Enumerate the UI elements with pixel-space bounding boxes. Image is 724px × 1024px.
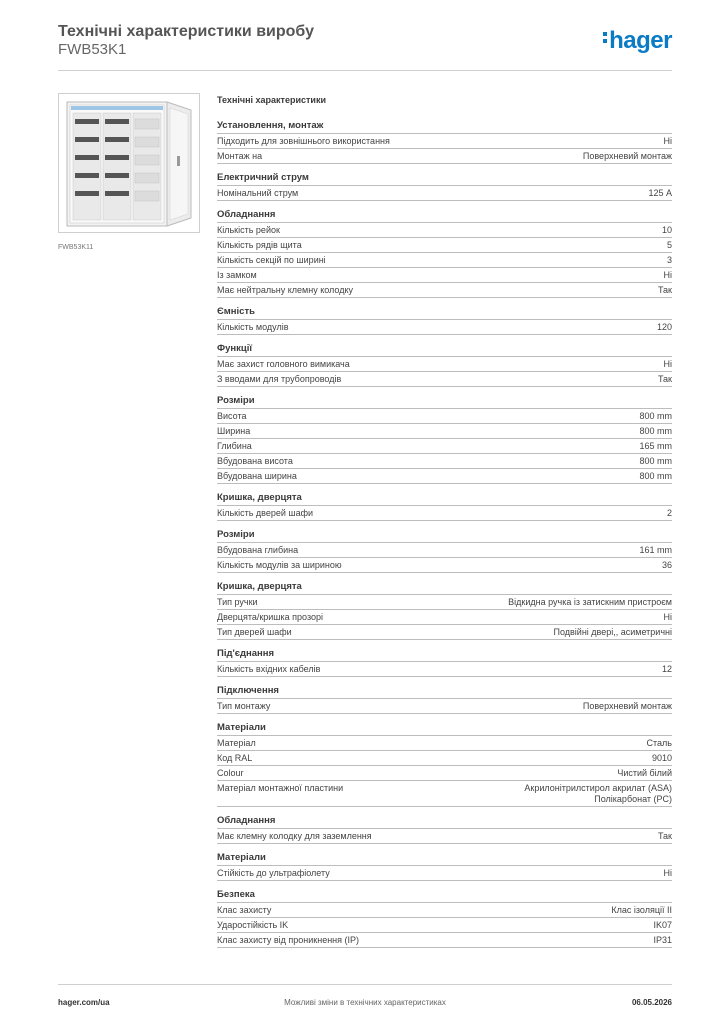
spec-label: Кількість модулів за шириною [217,560,342,570]
footer-website[interactable]: hager.com/ua [58,998,110,1007]
spec-label: Вбудована глибина [217,545,299,555]
spec-label: Монтаж на [217,151,263,161]
spec-label: Colour [217,768,244,778]
spec-row [217,409,672,424]
spec-label: Має нейтральну клемну колодку [217,285,353,295]
spec-section [217,171,672,201]
spec-value: IK07 [653,920,672,930]
spec-label: Стійкість до ультрафіолету [217,868,330,878]
spec-label: Глибина [217,441,252,451]
spec-value: Так [657,831,672,841]
page-header [58,22,672,71]
spec-row [217,543,672,558]
spec-row [217,253,672,268]
spec-value: Клас ізоляції II [611,905,672,915]
spec-value: 165 mm [639,441,672,451]
spec-row [217,134,672,149]
spec-row [217,699,672,714]
spec-section [217,647,672,677]
specs-table [217,95,672,955]
section-heading: Кришка, дверцята [217,580,672,595]
spec-value: Ні [663,359,672,369]
hager-logo [603,28,672,54]
spec-value: Так [657,374,672,384]
spec-value: Ні [663,136,672,146]
spec-value: Поверхневий монтаж [582,701,672,711]
enclosure-icon [59,94,199,232]
spec-section [217,119,672,164]
spec-section [217,491,672,521]
spec-row [217,903,672,918]
spec-value: 9010 [651,753,672,763]
spec-row [217,918,672,933]
spec-value: Так [657,285,672,295]
spec-row [217,149,672,164]
spec-row [217,595,672,610]
spec-row [217,781,672,807]
spec-row [217,238,672,253]
spec-value: Чистий білий [617,768,672,778]
spec-section [217,684,672,714]
spec-sections [217,119,672,948]
spec-section [217,528,672,573]
spec-value: Акрилонітрилстирол акрилат (ASA) Полікарбонат (PC) [524,783,672,804]
spec-value: 125 А [648,188,672,198]
spec-row [217,372,672,387]
spec-label: Клас захисту від проникнення (IP) [217,935,360,945]
spec-label: Тип дверей шафи [217,627,292,637]
spec-value: 10 [661,225,672,235]
spec-label: Тип ручки [217,597,258,607]
spec-label: Кількість модулів [217,322,289,332]
spec-label: Кількість секцій по ширині [217,255,326,265]
spec-label: Вбудована ширина [217,471,297,481]
spec-value: 161 mm [639,545,672,555]
spec-label: Номінальний струм [217,188,299,198]
section-heading: Розміри [217,394,672,409]
section-heading: Обладнання [217,208,672,223]
spec-label: Ширина [217,426,251,436]
spec-value: Сталь [646,738,672,748]
spec-value: IP31 [653,935,672,945]
spec-label: Дверцята/кришка прозорі [217,612,323,622]
spec-row [217,558,672,573]
spec-row [217,223,672,238]
spec-row [217,751,672,766]
spec-label: Код RAL [217,753,253,763]
spec-label: Висота [217,411,247,421]
product-image [58,93,200,233]
spec-section [217,580,672,640]
spec-label: Матеріал монтажної пластини [217,783,344,793]
page-footer [58,984,672,1015]
spec-section [217,342,672,387]
spec-row [217,829,672,844]
spec-section [217,394,672,484]
section-heading: Матеріали [217,721,672,736]
spec-label: Підходить для зовнішнього використання [217,136,390,146]
spec-row [217,625,672,640]
spec-row [217,736,672,751]
spec-section [217,888,672,948]
section-heading: Електричний струм [217,171,672,186]
spec-row [217,662,672,677]
spec-value: 800 mm [639,411,672,421]
spec-value: 12 [661,664,672,674]
spec-label: Із замком [217,270,257,280]
spec-label: Має клемну колодку для заземлення [217,831,372,841]
spec-value: Ні [663,270,672,280]
page-title: Технічні характеристики виробу [58,23,314,40]
spec-row [217,866,672,881]
specs-title: Технічні характеристики [217,95,326,105]
spec-value: 120 [656,322,672,332]
spec-label: Матеріал [217,738,256,748]
spec-row [217,424,672,439]
spec-label: Має захист головного вимикача [217,359,350,369]
spec-section [217,851,672,881]
section-heading: Матеріали [217,851,672,866]
spec-value: Подвійні двері,, асиметричні [553,627,672,637]
product-code: FWB53K1 [58,41,127,58]
spec-label: З вводами для трубопроводів [217,374,342,384]
spec-row [217,268,672,283]
spec-row [217,610,672,625]
spec-row [217,186,672,201]
spec-label: Кількість рядів щита [217,240,302,250]
section-heading: Функції [217,342,672,357]
spec-row [217,454,672,469]
spec-label: Вбудована висота [217,456,293,466]
spec-value: 800 mm [639,471,672,481]
spec-label: Тип монтажу [217,701,271,711]
section-heading: Кришка, дверцята [217,491,672,506]
spec-value: 800 mm [639,426,672,436]
section-heading: Під'єднання [217,647,672,662]
spec-label: Клас захисту [217,905,272,915]
spec-row [217,439,672,454]
spec-label: Ударостійкість IK [217,920,289,930]
section-heading: Розміри [217,528,672,543]
logo-text: hager [609,27,672,54]
spec-section [217,305,672,335]
image-caption: FWB53K11 [58,244,94,251]
spec-row [217,933,672,948]
spec-label: Кількість рейок [217,225,280,235]
spec-row [217,320,672,335]
section-heading: Ємність [217,305,672,320]
spec-row [217,283,672,298]
spec-section [217,814,672,844]
spec-row [217,469,672,484]
logo-colon-icon [603,29,608,46]
spec-label: Кількість вхідних кабелів [217,664,321,674]
spec-section [217,208,672,298]
spec-row [217,357,672,372]
section-heading: Установлення, монтаж [217,119,672,134]
spec-value: 2 [666,508,672,518]
spec-value: Відкидна ручка із затискним пристроєм [508,597,672,607]
footer-date: 06.05.2026 [631,998,672,1007]
footer-note: Можливі зміни в технічних характеристиках [284,998,446,1007]
spec-section [217,721,672,807]
spec-label: Кількість дверей шафи [217,508,314,518]
spec-value: 3 [666,255,672,265]
section-heading: Обладнання [217,814,672,829]
spec-value: Ні [663,612,672,622]
spec-row [217,766,672,781]
section-heading: Безпека [217,888,672,903]
spec-value: 5 [666,240,672,250]
spec-value: 800 mm [639,456,672,466]
section-heading: Підключення [217,684,672,699]
spec-value: Ні [663,868,672,878]
spec-row [217,506,672,521]
spec-value: 36 [661,560,672,570]
spec-value: Поверхневий монтаж [582,151,672,161]
